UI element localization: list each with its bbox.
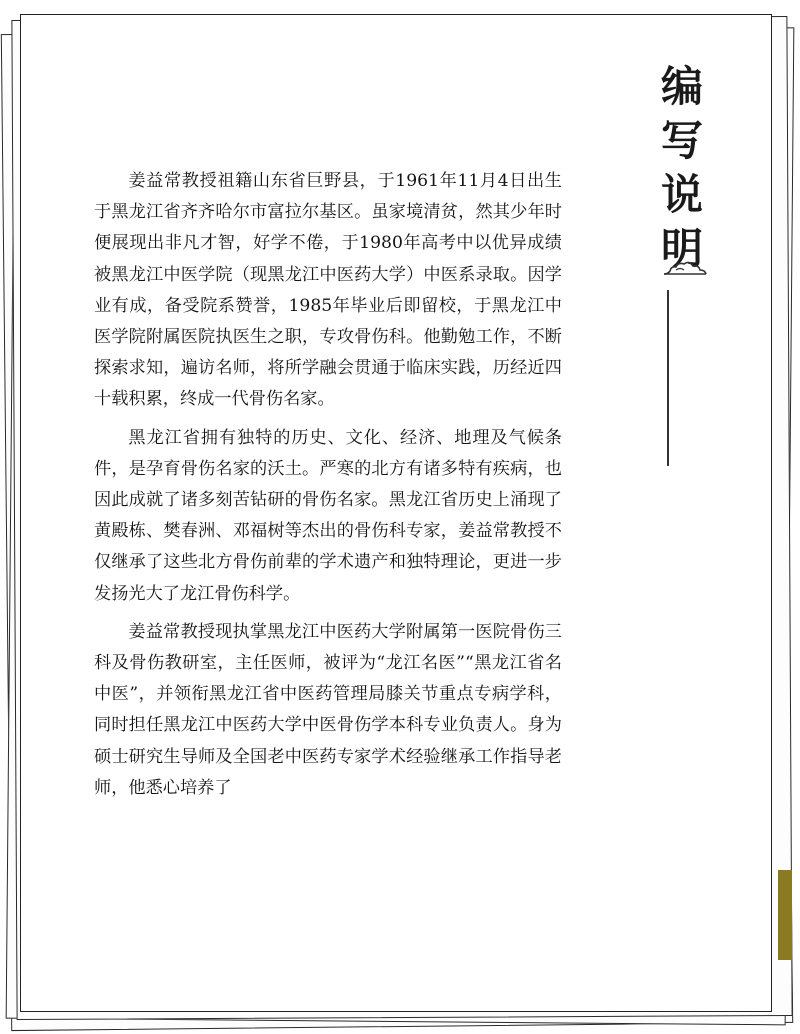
paragraph-1: 姜益常教授祖籍山东省巨野县，于1961年11月4日出生于黑龙江省齐齐哈尔市富拉尔基区。虽家境清贫，然其少年时便展现出非凡才智，好学不倦，于1980年高考中以优异成绩被黑龙江中医学院（现黑龙江中医药大学）中医系录取。因学业有成，备受院系赞誉，1985年毕业后即留校，于黑龙江中医学院附属医院执医生之职，专攻骨伤科。他勤勉工作，不断探索求知，遍访名师，将所学融会贯通于临床实践，历经近四十载积累，终成一代骨伤名家。	[94, 171, 562, 410]
page-edge-olive	[778, 870, 792, 960]
section-title-char-1: 编	[660, 62, 703, 111]
paragraph-3: 姜益常教授现执掌黑龙江中医药大学附属第一医院骨伤三科及骨伤教研室，主任医师，被评为“龙江名医”“黑龙江省名中医”，并领衔黑龙江省中医药管理局膝关节重点专病学科，同时担任黑龙江中医药大学中医骨伤学本科专业负责人。身为硕士研究生导师及全国老中医药专家学术经验继承工作指导老师，他悉心培养了	[94, 621, 562, 798]
paragraph-2: 黑龙江省拥有独特的历史、文化、经济、地理及气候条件，是孕育骨伤名家的沃土。严寒的北方有诸多特有疾病，也因此成就了诸多刻苦钻研的骨伤名家。黑龙江省历史上涌现了黄殿栋、樊春洲、邓福树等杰出的骨伤科专家，姜益常教授不仅继承了这些北方骨伤前辈的学术遗产和独特理论，更进一步发扬光大了龙江骨伤科学。	[94, 427, 562, 604]
body-text	[94, 166, 562, 811]
section-title-char-3: 说	[660, 170, 703, 219]
section-title	[650, 60, 714, 276]
section-title-char-2: 写	[660, 116, 703, 165]
vertical-divider	[667, 290, 669, 466]
cloud-icon	[662, 258, 708, 278]
section-title-char-4: 明	[660, 224, 703, 273]
